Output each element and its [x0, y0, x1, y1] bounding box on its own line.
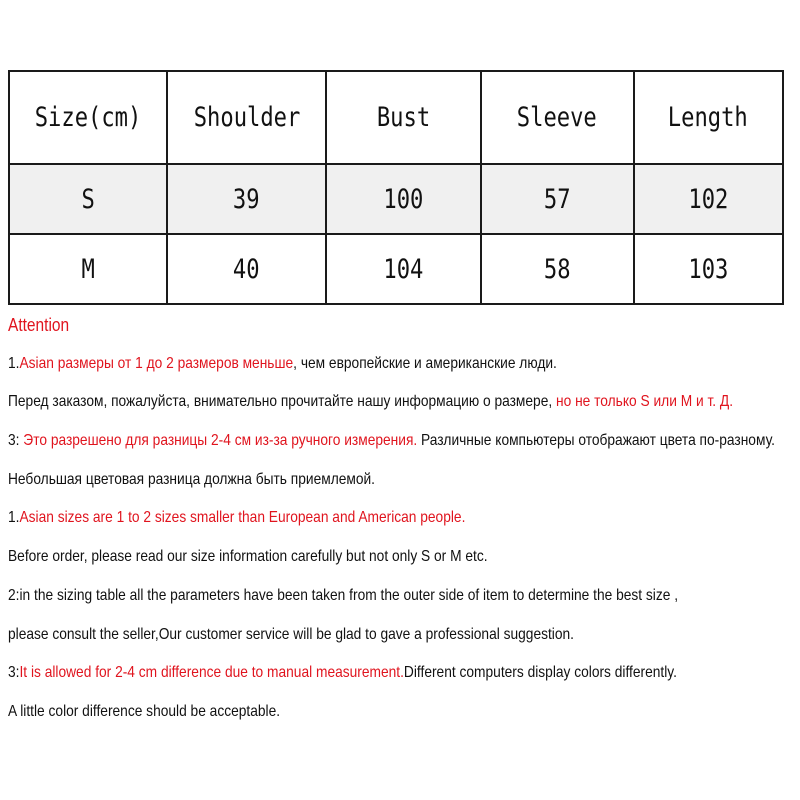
header-bust: Bust: [326, 71, 481, 164]
note-segment: please consult the seller,Our customer service will be glad to gave a professional suggestion.: [8, 625, 575, 643]
note-segment: A little color difference should be acceptable.: [8, 702, 281, 720]
note-line: [8, 383, 734, 422]
note-segment: Небольшая цветовая разница должна быть приемлемой.: [8, 470, 376, 488]
note-line: [8, 654, 687, 693]
note-lines-container: [8, 345, 798, 732]
note-segment: Перед заказом, пожалуйста, внимательно прочитайте нашу информацию о размере,: [8, 393, 556, 411]
table-cell: 39: [167, 164, 325, 234]
table-row: [9, 234, 783, 304]
note-segment: но не только S или M и т. Д.: [555, 393, 734, 411]
note-segment: 3:: [8, 664, 20, 682]
note-segment: 1.: [8, 509, 20, 527]
note-segment: Different computers display colors differently.: [403, 664, 677, 682]
note-line: [8, 693, 687, 732]
table-cell: 58: [481, 234, 634, 304]
table-header-row: [9, 71, 783, 164]
attention-notes: [8, 306, 798, 732]
note-segment: Различные компьютеры отображают цвета по-разному.: [417, 432, 775, 450]
note-segment: 2:in the sizing table all the parameters have been taken from the outer side of item to determine the best size ,: [8, 586, 679, 604]
note-line: [8, 461, 687, 500]
attention-heading: Attention: [8, 315, 70, 335]
header-length: Length: [634, 71, 783, 164]
note-line: [8, 499, 687, 538]
table-cell: 103: [634, 234, 783, 304]
note-segment: Asian размеры от 1 до 2 размеров меньше: [19, 354, 294, 372]
note-segment: Asian sizes are 1 to 2 sizes smaller than European and American people.: [19, 509, 466, 527]
table-cell: 100: [326, 164, 481, 234]
table-cell: S: [9, 164, 167, 234]
table-cell: 40: [167, 234, 325, 304]
note-segment: , чем европейские и американские люди.: [293, 354, 557, 372]
table-cell: 104: [326, 234, 481, 304]
note-line: [8, 538, 687, 577]
header-sleeve: Sleeve: [481, 71, 634, 164]
note-line: [8, 616, 687, 655]
note-segment: It is allowed for 2-4 cm difference due to manual measurement.: [19, 664, 404, 682]
table-cell: 102: [634, 164, 783, 234]
table-row: [9, 164, 783, 234]
note-segment: Before order, please read our size information carefully but not only S or M etc.: [8, 548, 488, 566]
note-line: [8, 577, 687, 616]
table-cell: M: [9, 234, 167, 304]
note-segment: Это разрешено для разницы 2-4 см из-за ручного измерения.: [23, 432, 418, 450]
size-chart-table: [8, 70, 784, 305]
note-segment: 1.: [8, 354, 20, 372]
note-segment: 3:: [8, 432, 24, 450]
header-size: Size(cm): [9, 71, 167, 164]
table-cell: 57: [481, 164, 634, 234]
header-shoulder: Shoulder: [167, 71, 325, 164]
note-line: [8, 422, 775, 461]
note-line: [8, 345, 687, 384]
